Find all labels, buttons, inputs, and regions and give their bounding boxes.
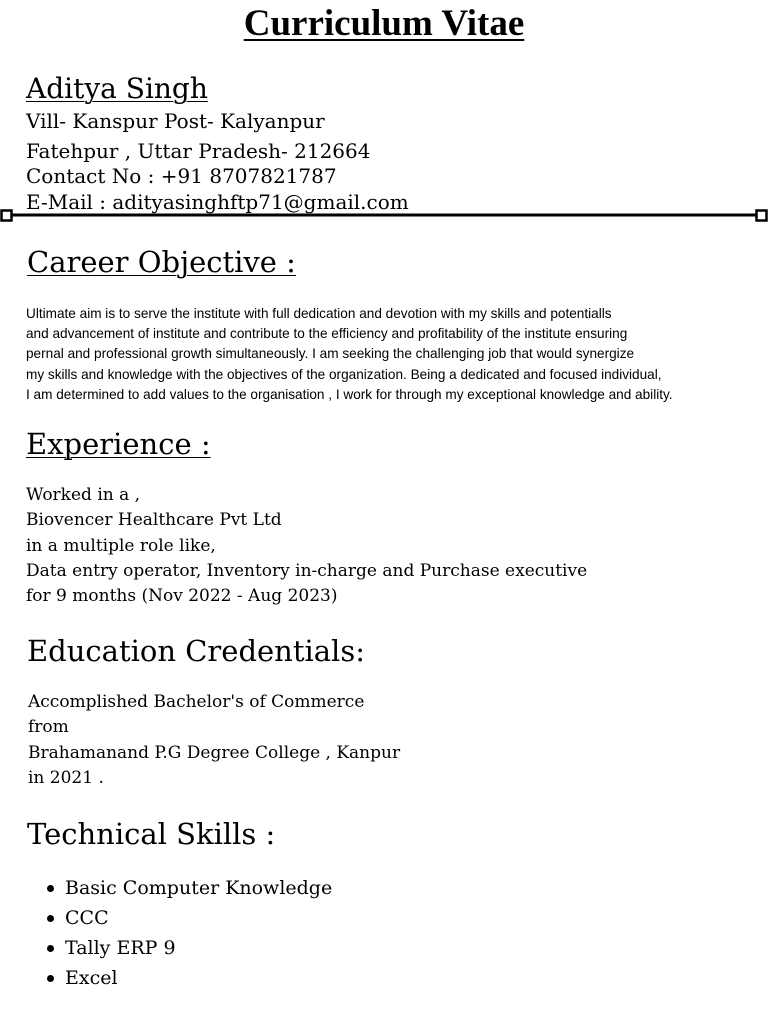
skill-item: Excel <box>44 963 332 993</box>
career-objective-line: I am determined to add values to the organisation , I work for through my exceptional knowledge and ability. <box>26 386 673 402</box>
experience-line: Worked in a , <box>26 485 141 505</box>
career-objective-line: and advancement of institute and contribute to the efficiency and profitability of the institute ensuring <box>26 326 628 342</box>
skill-item: CCC <box>44 903 332 933</box>
career-objective-text <box>26 304 673 405</box>
career-objective-line: my skills and knowledge with the objectives of the organization. Being a dedicated and focused individual, <box>26 366 662 382</box>
education-heading: Education Credentials: <box>27 634 365 668</box>
experience-line: for 9 months (Nov 2022 - Aug 2023) <box>26 586 338 607</box>
address-line-2: Fatehpur , Uttar Pradesh- 212664 <box>26 139 371 163</box>
experience-line: Biovencer Healthcare Pvt Ltd <box>26 510 282 531</box>
email-address: E-Mail : adityasinghftp71@gmail.com <box>26 190 409 214</box>
contact-number: Contact No : +91 8707821787 <box>26 164 337 188</box>
divider-right-handle <box>757 211 767 221</box>
technical-skills-list <box>44 873 332 993</box>
experience-text <box>26 483 587 609</box>
divider-left-handle <box>2 211 12 221</box>
education-text <box>28 690 400 791</box>
document-title: Curriculum Vitae <box>243 3 525 44</box>
skill-item: Basic Computer Knowledge <box>44 873 332 903</box>
experience-heading: Experience : <box>26 427 211 461</box>
address-line-1: Vill- Kanspur Post- Kalyanpur <box>26 109 325 133</box>
education-line: from <box>28 717 69 738</box>
experience-line: in a multiple role like, <box>26 535 216 556</box>
career-objective-line: pernal and professional growth simultaneously. I am seeking the challenging job that would synergize <box>26 346 635 362</box>
skill-item: Tally ERP 9 <box>44 933 332 963</box>
education-line: Brahamanand P.G Degree College , Kanpur <box>28 742 401 763</box>
career-objective-line: Ultimate aim is to serve the institute with full dedication and devotion with my skills and potentialls <box>26 306 612 321</box>
header-divider <box>0 207 768 223</box>
education-line: in 2021 . <box>28 767 104 788</box>
candidate-name: Aditya Singh <box>26 72 208 105</box>
technical-skills-heading: Technical Skills : <box>27 817 276 851</box>
education-line: Accomplished Bachelor's of Commerce <box>28 692 365 712</box>
experience-line: Data entry operator, Inventory in-charge and Purchase executive <box>26 560 588 581</box>
career-objective-heading: Career Objective : <box>27 245 296 279</box>
